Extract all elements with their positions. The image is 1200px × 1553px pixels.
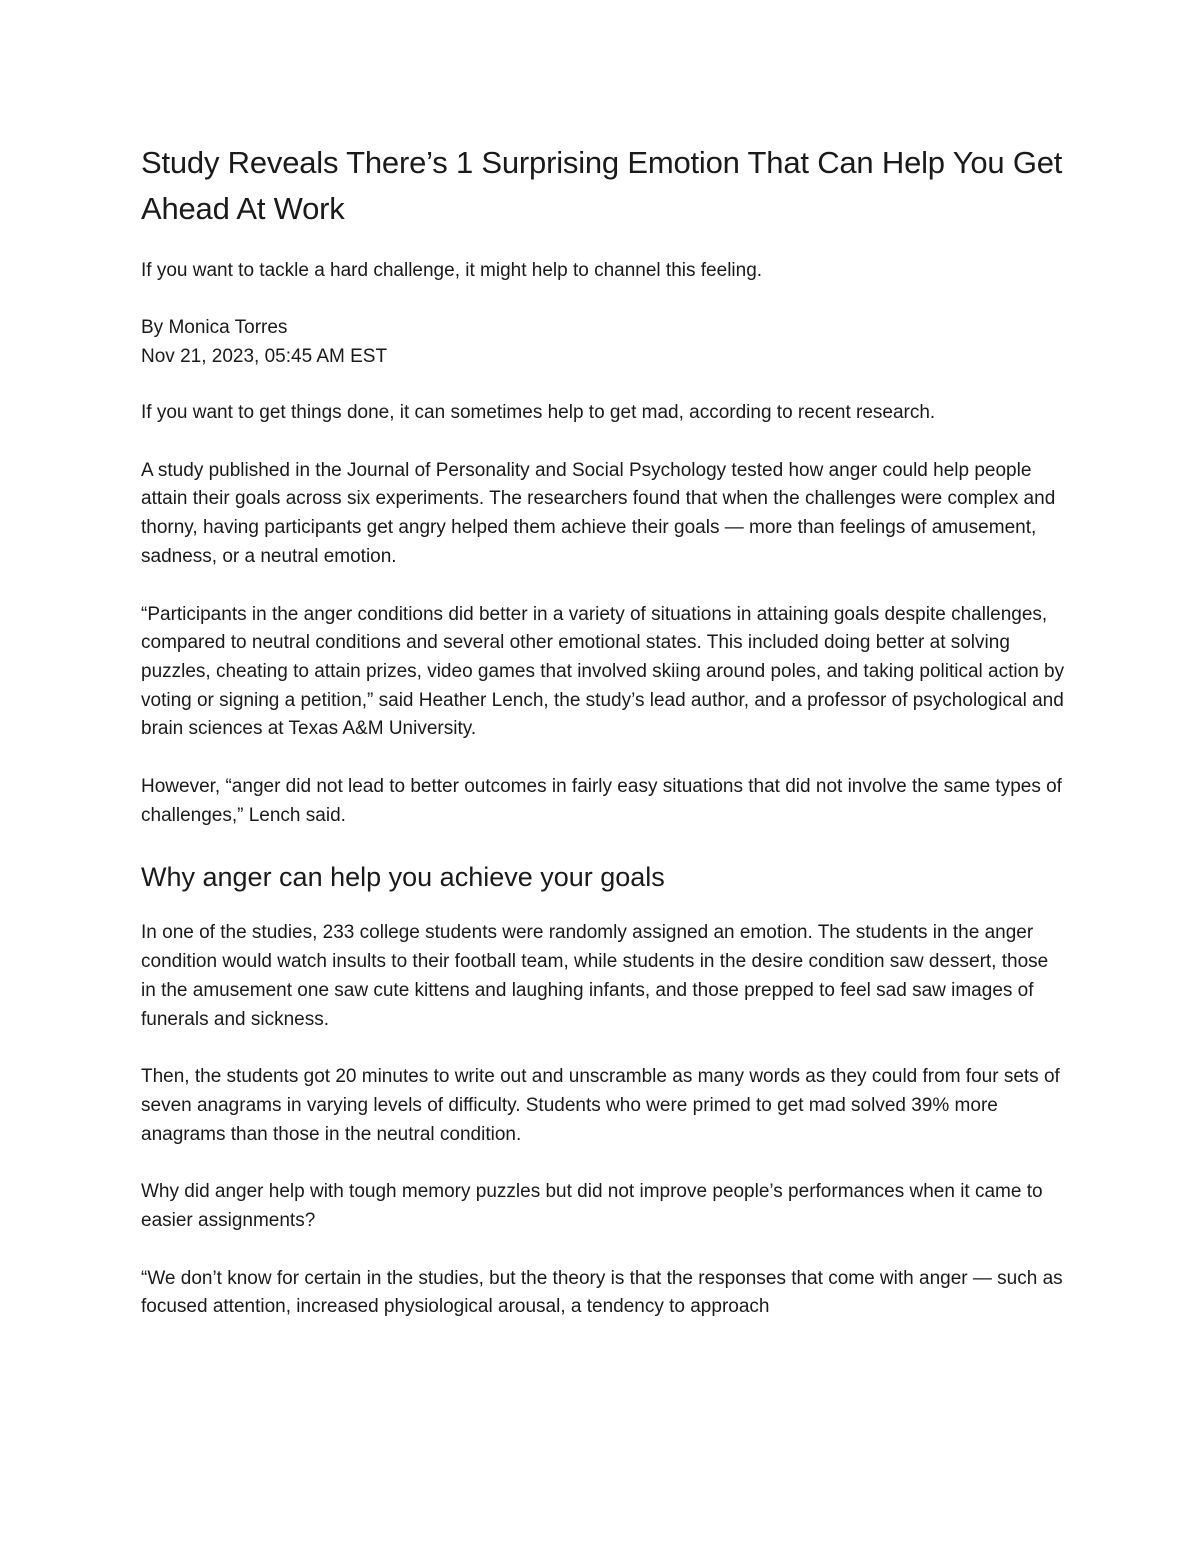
article-byline: By Monica Torres bbox=[141, 317, 288, 338]
section-heading: Why anger can help you achieve your goals bbox=[141, 862, 665, 893]
body-paragraph: However, “anger did not lead to better outcomes in fairly easy situations that did not involve the same types of challenges,” Lench said. bbox=[141, 776, 1062, 826]
body-paragraph: If you want to get things done, it can sometimes help to get mad, according to recent research. bbox=[141, 402, 936, 423]
article-title: Study Reveals There’s 1 Surprising Emotion That Can Help You Get Ahead At Work bbox=[141, 145, 1063, 226]
body-paragraph: “Participants in the anger conditions did better in a variety of situations in attaining goals despite challenges, compared to neutral conditions and several other emotional states. This included doing better at solving puzzles, cheating to attain prizes, video games that involved skiing around poles, and taking political action by voting or signing a petition,” said Heather Lench, the study’s lead author, and a professor of psychological and brain sciences at Texas A&M University. bbox=[141, 603, 1065, 740]
body-paragraph: Why did anger help with tough memory puzzles but did not improve people’s performances when it came to easier assignments? bbox=[141, 1181, 1043, 1232]
body-paragraph: A study published in the Journal of Personality and Social Psychology tested how anger could help people attain their goals across six experiments. The researchers found that when the challenges were complex and thorny, having participants get angry helped them achieve their goals — more than feelings of amusement, sadness, or a neutral emotion. bbox=[141, 459, 1056, 567]
body-paragraph: Then, the students got 20 minutes to write out and unscramble as many words as they could from four sets of seven anagrams in varying levels of difficulty. Students who were primed to get mad solved 39% more anagrams than those in the neutral condition. bbox=[141, 1066, 1060, 1145]
article-date: Nov 21, 2023, 05:45 AM EST bbox=[141, 346, 388, 367]
article-subtitle: If you want to tackle a hard challenge, it might help to channel this feeling. bbox=[141, 260, 763, 281]
body-paragraph: “We don’t know for certain in the studies, but the theory is that the responses that come with anger — such as focused attention, increased physiological arousal, a tendency to approach bbox=[141, 1267, 1063, 1318]
document-page bbox=[141, 140, 1066, 1351]
body-paragraph: In one of the studies, 233 college students were randomly assigned an emotion. The students in the anger condition would watch insults to their football team, while students in the desire condition saw dessert, those in the amusement one saw cute kittens and laughing infants, and those prepped to feel sad saw images of funerals and sickness. bbox=[141, 922, 1049, 1030]
